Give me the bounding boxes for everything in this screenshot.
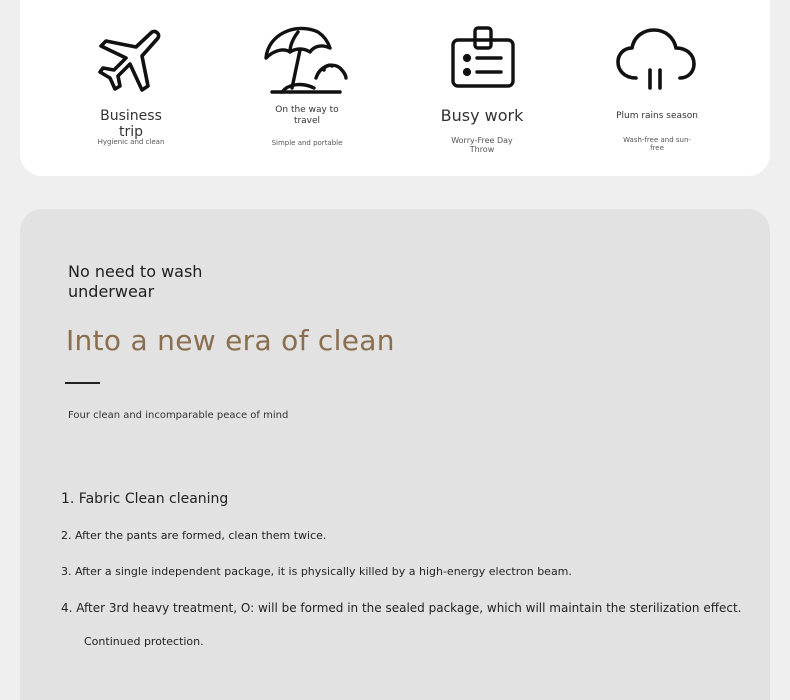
feature-business-trip	[86, 22, 176, 152]
intro-heading: No need to wash underwear	[68, 262, 203, 301]
point-2: 2. After the pants are formed, clean them twice.	[61, 529, 327, 542]
feature-subtitle: Hygienic and clean	[97, 138, 165, 146]
feature-title: Busy work	[440, 106, 524, 125]
feature-subtitle: Simple and portable	[271, 139, 343, 147]
feature-plum-rains	[612, 22, 702, 156]
intro-tagline: Four clean and incomparable peace of mind	[68, 410, 289, 421]
feature-travel	[262, 22, 352, 152]
intro-title: Into a new era of clean	[66, 324, 395, 357]
feature-busy-work	[437, 22, 527, 156]
feature-subtitle: Worry-Free Day Throw	[451, 136, 513, 154]
feature-subtitle: Wash-free and sun-free	[623, 136, 691, 152]
airplane-icon	[96, 28, 164, 94]
divider	[65, 382, 100, 384]
point-4-continued: Continued protection.	[84, 635, 204, 648]
feature-title: Plum rains season	[616, 111, 698, 121]
feature-title: Business trip	[100, 108, 162, 140]
id-badge-icon	[449, 24, 517, 90]
point-4: 4. After 3rd heavy treatment, O: will be formed in the sealed package, which will maintain the sterilization effect.	[61, 601, 742, 615]
feature-title: On the way to travel	[275, 105, 339, 126]
point-3: 3. After a single independent package, it is physically killed by a high-energy electron beam.	[61, 565, 572, 578]
cloud-rain-icon	[614, 26, 698, 94]
beach-umbrella-icon	[262, 22, 350, 96]
point-1: 1. Fabric Clean cleaning	[61, 491, 229, 507]
